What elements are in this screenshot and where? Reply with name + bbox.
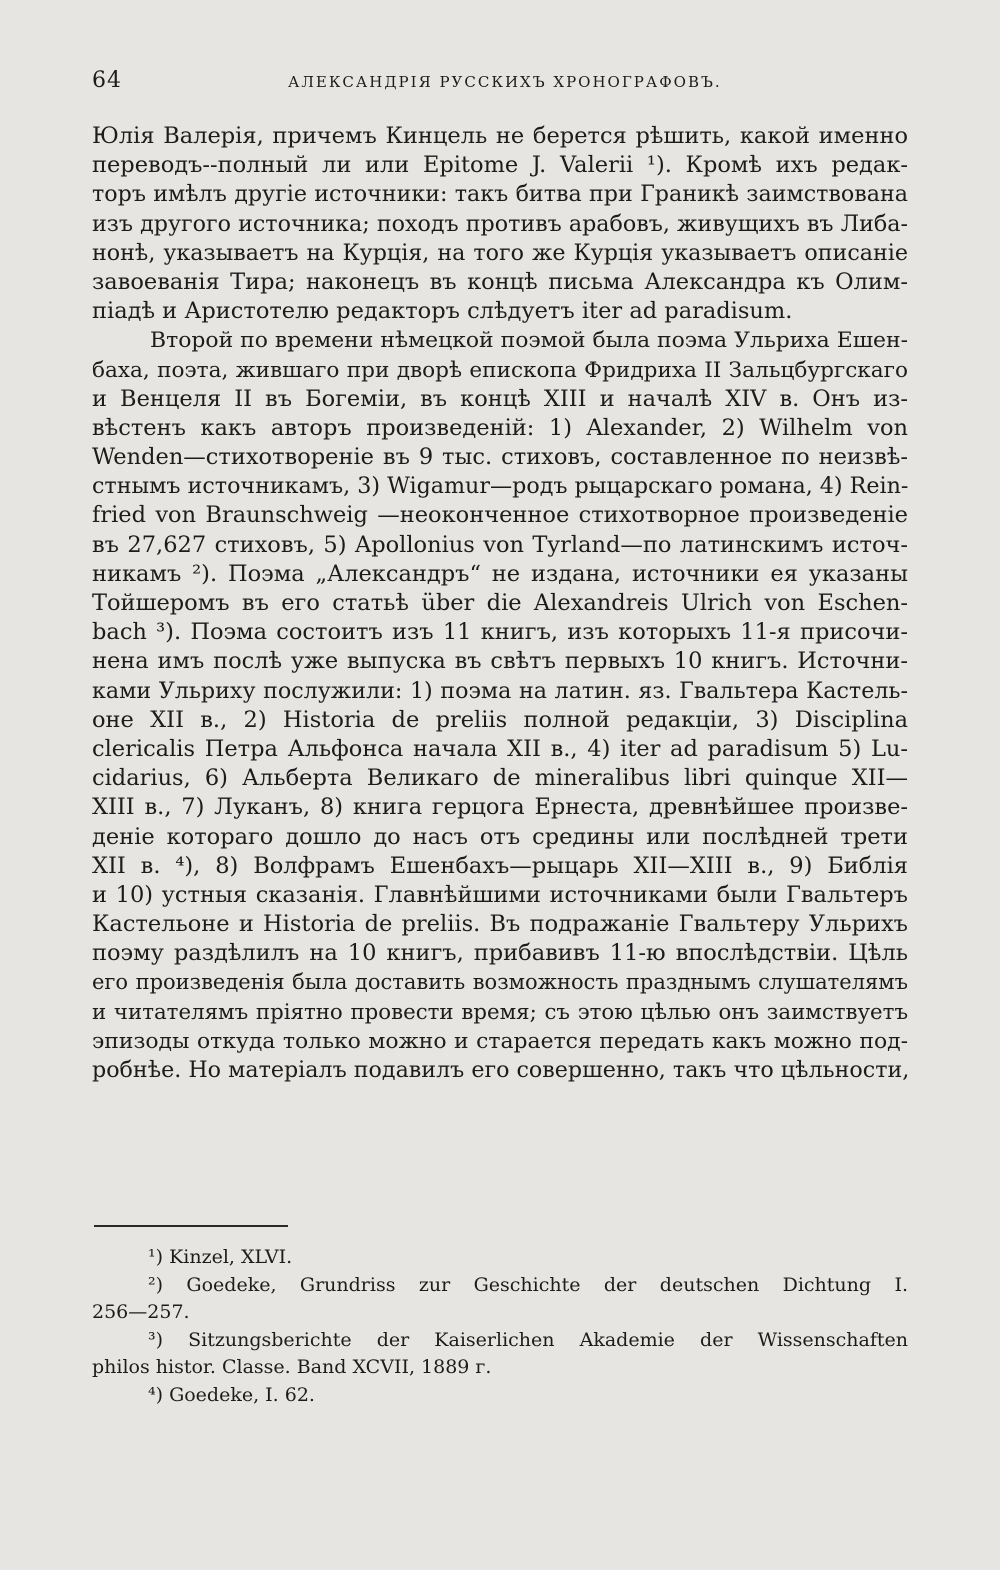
text-line: XII в. ⁴), 8) Волфрамъ Ешенбахъ—рыцарь XII—XIII в., 9) Библія — [92, 852, 908, 879]
page-header — [92, 68, 908, 108]
text-line: его произведенія была доставить возможность празднымъ слушателямъ — [92, 970, 908, 995]
footnote: ²) Goedeke, Grundriss zur Geschichte der deutschen Dichtung I. — [148, 1273, 908, 1296]
text-line: эпизоды откуда только можно и старается передать какъ можно под- — [92, 1028, 908, 1054]
text-line: clericalis Петра Альфонса начала XII в., 4) iter ad paradisum 5) Lu- — [92, 735, 908, 762]
text-line: XIII в., 7) Луканъ, 8) книга герцога Ернеста, древнѣйшее произве- — [92, 794, 908, 821]
text-line: баха, поэта, жившаго при дворѣ епископа Фридриха II Зальцбургскаго — [92, 357, 908, 383]
footnote-continuation: philos histor. Classe. Band XCVII, 1889 г. — [92, 1356, 492, 1379]
text-line: въ 27,627 стиховъ, 5) Apollonius von Tyrland—по латинскимъ источ- — [92, 531, 908, 558]
text-line: поэму раздѣлилъ на 10 книгъ, прибавивъ 11-ю впослѣдствіи. Цѣль — [92, 940, 908, 967]
text-line: торъ имѣлъ другіе источники: такъ битва при Граникѣ заимствована — [92, 181, 908, 208]
text-line: Юлія Валерія, причемъ Кинцель не берется рѣшить, какой именно — [92, 123, 908, 149]
running-title: АЛЕКСАНДРІЯ РУССКИХЪ ХРОНОГРАФОВЪ. — [288, 73, 722, 91]
text-line: Wenden—стихотвореніе въ 9 тыс. стиховъ, составленное по неизвѣ- — [92, 444, 908, 471]
text-line: переводъ--полный ли или Epitome J. Valerii ¹). Кромѣ ихъ редак- — [92, 152, 908, 179]
footnote-continuation: 256—257. — [92, 1301, 190, 1324]
text-line: ками Ульриху послужили: 1) поэма на латин. яз. Гвальтера Кастель- — [92, 677, 908, 704]
text-line: оне XII в., 2) Historia de preliis полной редакціи, 3) Disciplina — [92, 706, 908, 733]
text-line: деніе котораго дошло до насъ отъ средины или послѣдней трети — [92, 823, 908, 850]
footnote: ³) Sitzungsberichte der Kaiserlichen Akademie der Wissenschaften — [148, 1328, 908, 1351]
text-line: и 10) устныя сказанія. Главнѣйшими источниками были Гвальтеръ — [92, 881, 908, 908]
text-line: завоеванія Тира; наконецъ въ концѣ письма Александра къ Олим- — [92, 268, 908, 295]
text-line: Второй по времени нѣмецкой поэмой была поэма Ульриха Ешен- — [150, 328, 908, 354]
text-line: никамъ ²). Поэма „Александръ“ не издана, источники ея указаны — [92, 560, 908, 587]
main-text — [92, 122, 908, 1085]
text-line: и Венцеля II въ Богеміи, въ концѣ XIII и началѣ XIV в. Онъ из- — [92, 385, 908, 412]
text-line: нена имъ послѣ уже выпуска въ свѣтъ первыхъ 10 книгъ. Источни- — [92, 648, 908, 675]
text-line: стнымъ источникамъ, 3) Wigamur—родъ рыцарскаго романа, 4) Rein- — [92, 473, 909, 500]
footnotes — [92, 1244, 908, 1410]
text-line: Тойшеромъ въ его статьѣ über die Alexandreis Ulrich von Eschen- — [92, 590, 908, 616]
text-line: робнѣе. Но матеріалъ подавилъ его совершенно, такъ что цѣльности, — [92, 1057, 910, 1083]
footnote-separator — [94, 1225, 288, 1227]
text-line: Кастельоне и Historia de preliis. Въ подражаніе Гвальтеру Ульрихъ — [92, 911, 908, 938]
text-line: изъ другого источника; походъ противъ арабовъ, живущихъ въ Либа- — [92, 210, 908, 237]
text-line: піадѣ и Аристотелю редакторъ слѣдуетъ iter ad paradisum. — [92, 298, 793, 325]
text-line: вѣстенъ какъ авторъ произведеній: 1) Alexander, 2) Wilhelm von — [92, 414, 908, 441]
text-line: bach ³). Поэма состоитъ изъ 11 книгъ, изъ которыхъ 11-я присочи- — [92, 619, 908, 646]
text-line: нонѣ, указываетъ на Курція, на того же Курція указываетъ описаніе — [92, 239, 908, 266]
footnote: ⁴) Goedeke, I. 62. — [148, 1383, 315, 1406]
footnote: ¹) Kinzel, XLVI. — [148, 1246, 293, 1268]
page-number: 64 — [92, 68, 122, 93]
text-line: fried von Braunschweig —неоконченное стихотворное произведеніе — [92, 502, 908, 529]
text-line: и читателямъ пріятно провести время; съ этою цѣлью онъ заимствуетъ — [92, 999, 908, 1025]
text-line: cidarius, 6) Альберта Великаго de mineralibus libri quinque XII— — [92, 765, 908, 792]
